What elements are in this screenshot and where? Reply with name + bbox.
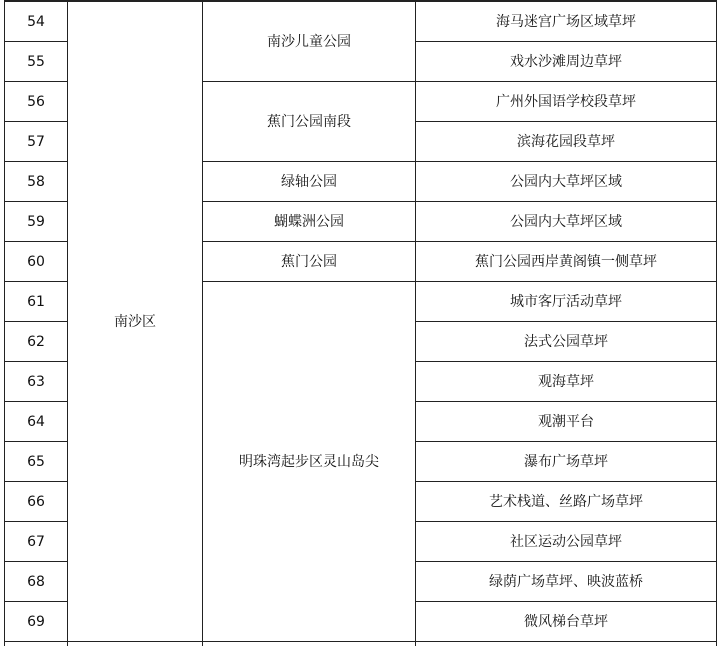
row-number: 57	[5, 122, 68, 162]
park-name-cell: 明珠湾起步区灵山岛尖	[203, 282, 416, 642]
park-name-cell: 蕉门公园南段	[203, 82, 416, 162]
row-number: 61	[5, 282, 68, 322]
park-name-cell: 南沙儿童公园	[203, 1, 416, 82]
row-number: 63	[5, 362, 68, 402]
row-number: 58	[5, 162, 68, 202]
lawn-site-cell: 瀑布广场草坪	[416, 442, 717, 482]
park-name-cell: 蝴蝶洲公园	[203, 202, 416, 242]
row-number: 62	[5, 322, 68, 362]
lawn-site-cell: 广州外国语学校段草坪	[416, 82, 717, 122]
lawn-site-cell: 观海草坪	[416, 362, 717, 402]
lawn-site-cell: 微风梯台草坪	[416, 602, 717, 642]
lawn-site-cell: 公园内大草坪区域	[416, 162, 717, 202]
row-number: 54	[5, 1, 68, 42]
column-divider	[4, 640, 5, 646]
row-number: 56	[5, 82, 68, 122]
row-number: 59	[5, 202, 68, 242]
column-divider	[67, 640, 68, 646]
lawn-site-cell: 戏水沙滩周边草坪	[416, 42, 717, 82]
table-body	[5, 1, 717, 642]
lawn-site-cell: 法式公园草坪	[416, 322, 717, 362]
lawn-site-cell: 观潮平台	[416, 402, 717, 442]
park-name-cell: 蕉门公园	[203, 242, 416, 282]
table-row	[5, 1, 717, 42]
row-number: 66	[5, 482, 68, 522]
row-number: 68	[5, 562, 68, 602]
next-row-sliver	[4, 640, 717, 646]
row-number: 60	[5, 242, 68, 282]
lawn-site-cell: 社区运动公园草坪	[416, 522, 717, 562]
district-cell: 南沙区	[68, 1, 203, 642]
lawn-site-cell: 滨海花园段草坪	[416, 122, 717, 162]
row-number: 69	[5, 602, 68, 642]
lawn-site-cell: 城市客厅活动草坪	[416, 282, 717, 322]
lawn-list-table	[4, 0, 717, 642]
lawn-site-cell: 公园内大草坪区域	[416, 202, 717, 242]
lawn-site-cell: 绿荫广场草坪、映波蓝桥	[416, 562, 717, 602]
column-divider	[716, 640, 717, 646]
lawn-site-cell: 艺术栈道、丝路广场草坪	[416, 482, 717, 522]
park-name-cell: 绿轴公园	[203, 162, 416, 202]
row-number: 55	[5, 42, 68, 82]
lawn-site-cell: 海马迷宫广场区域草坪	[416, 1, 717, 42]
column-divider	[202, 640, 203, 646]
lawn-site-cell: 蕉门公园西岸黄阁镇一侧草坪	[416, 242, 717, 282]
row-number: 64	[5, 402, 68, 442]
row-number: 67	[5, 522, 68, 562]
column-divider	[415, 640, 416, 646]
row-number: 65	[5, 442, 68, 482]
